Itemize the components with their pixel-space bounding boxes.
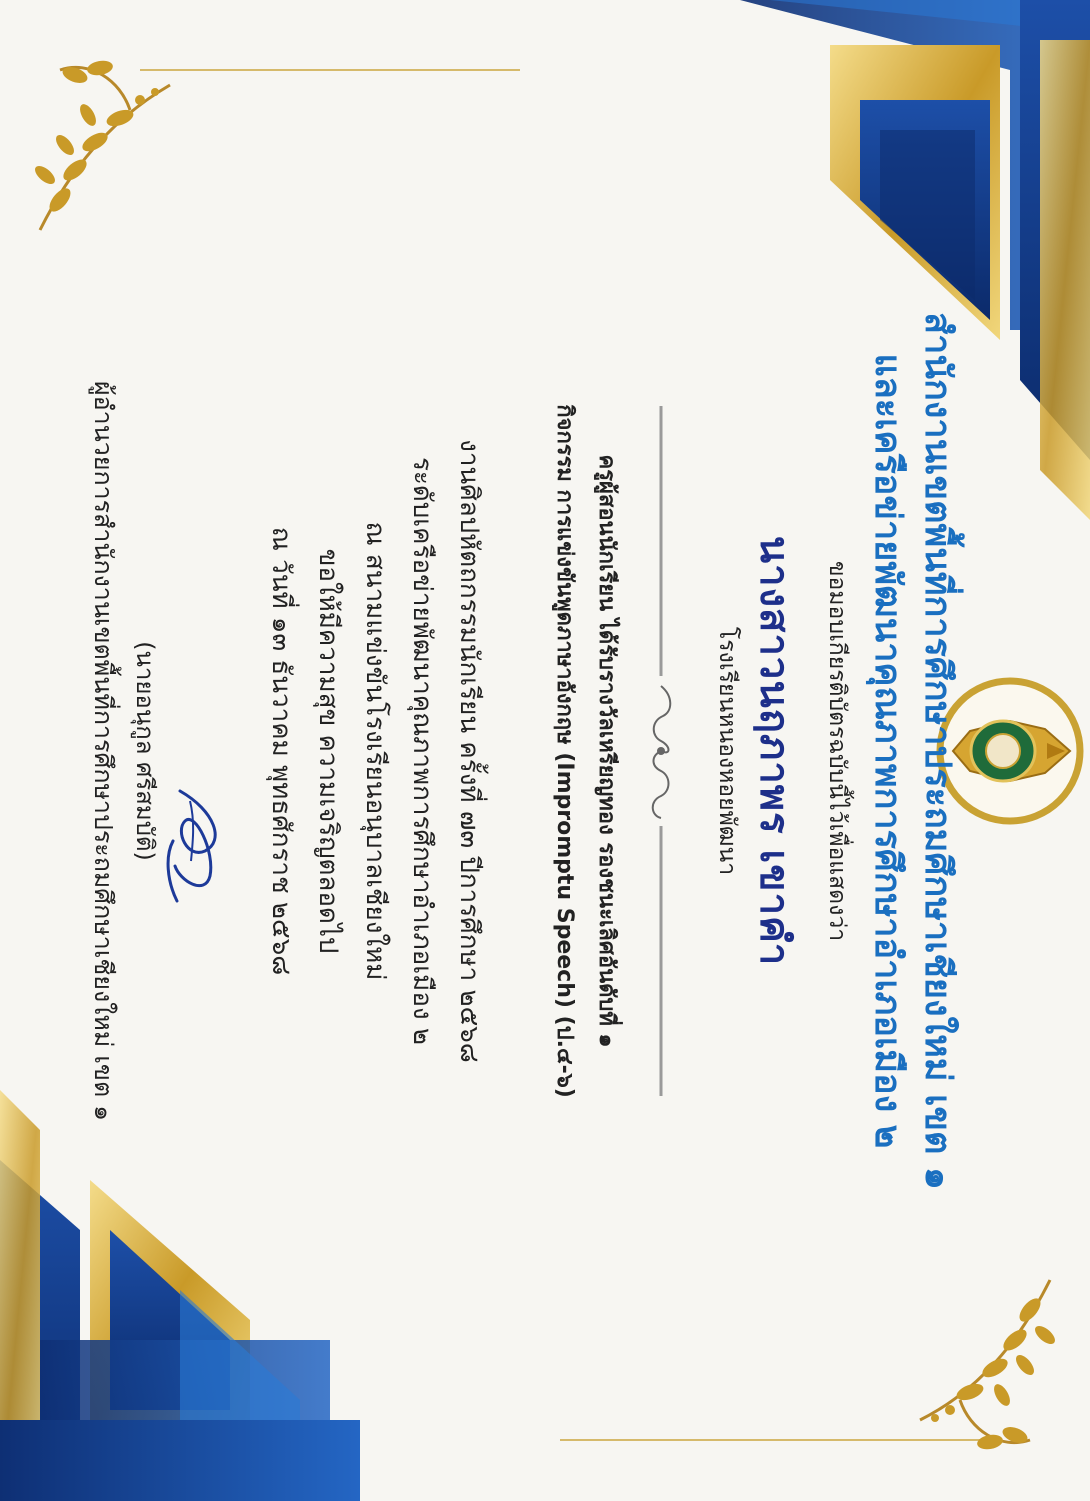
signer-name: (นายอนุกูล ศรีสมบัติ) [131, 640, 159, 861]
award-text: ครูผู้สอนนักเรียน ได้รับรางวัลเหรียญทอง รองชนะเลิศอันดับที่ ๑ [594, 453, 619, 1047]
issuer-title-line1: สำนักงานเขตพื้นที่การศึกษาประถมศึกษาเชียงใหม่ เขต ๑ [917, 311, 958, 1190]
issuer-title-line2: และเครือข่ายพัฒนาคุณภาพการศึกษาอำเภอเมือง ๒ [867, 352, 908, 1149]
signer-position: ผู้อำนวยการสำนักงานเขตพื้นที่การศึกษาประถมศึกษาเชียงใหม่ เขต ๑ [89, 380, 118, 1121]
recipient-name: นางสาวนฤภาพร เขาคำ [751, 535, 797, 966]
wish-text: ขอให้มีความสุข ความเจริญตลอดไป [313, 548, 343, 953]
event-line1: งานศิลปหัตถกรรมนักเรียน ครั้งที่ ๗๓ ปีการศึกษา ๒๕๖๘ [454, 438, 484, 1063]
certificate-intro: ขอมอบเกียรติบัตรฉบับนี้ไว้เพื่อแสดงว่า [824, 560, 850, 941]
school-name: โรงเรียนหนองหอยพัฒนา [714, 626, 740, 875]
divider-flourish [649, 406, 673, 1096]
event-line2: ระดับเครือข่ายพัฒนาคุณภาพการศึกษาอำเภอเมือง ๒ [407, 456, 437, 1045]
certificate-content [45, 51, 1045, 1451]
signature-mark [155, 781, 235, 911]
date-text: ณ วันที่ ๑๓ ธันวาคม พุทธศักราช ๒๕๖๘ [266, 526, 296, 975]
event-line3: ณ สนามแข่งขันโรงเรียนอนุบาลเชียงใหม่ [360, 521, 390, 980]
activity-text: กิจกรรม การแข่งขันพูดภาษาอังกฤษ (Impromptu Speech) (ป.๔-๖) [552, 403, 577, 1098]
